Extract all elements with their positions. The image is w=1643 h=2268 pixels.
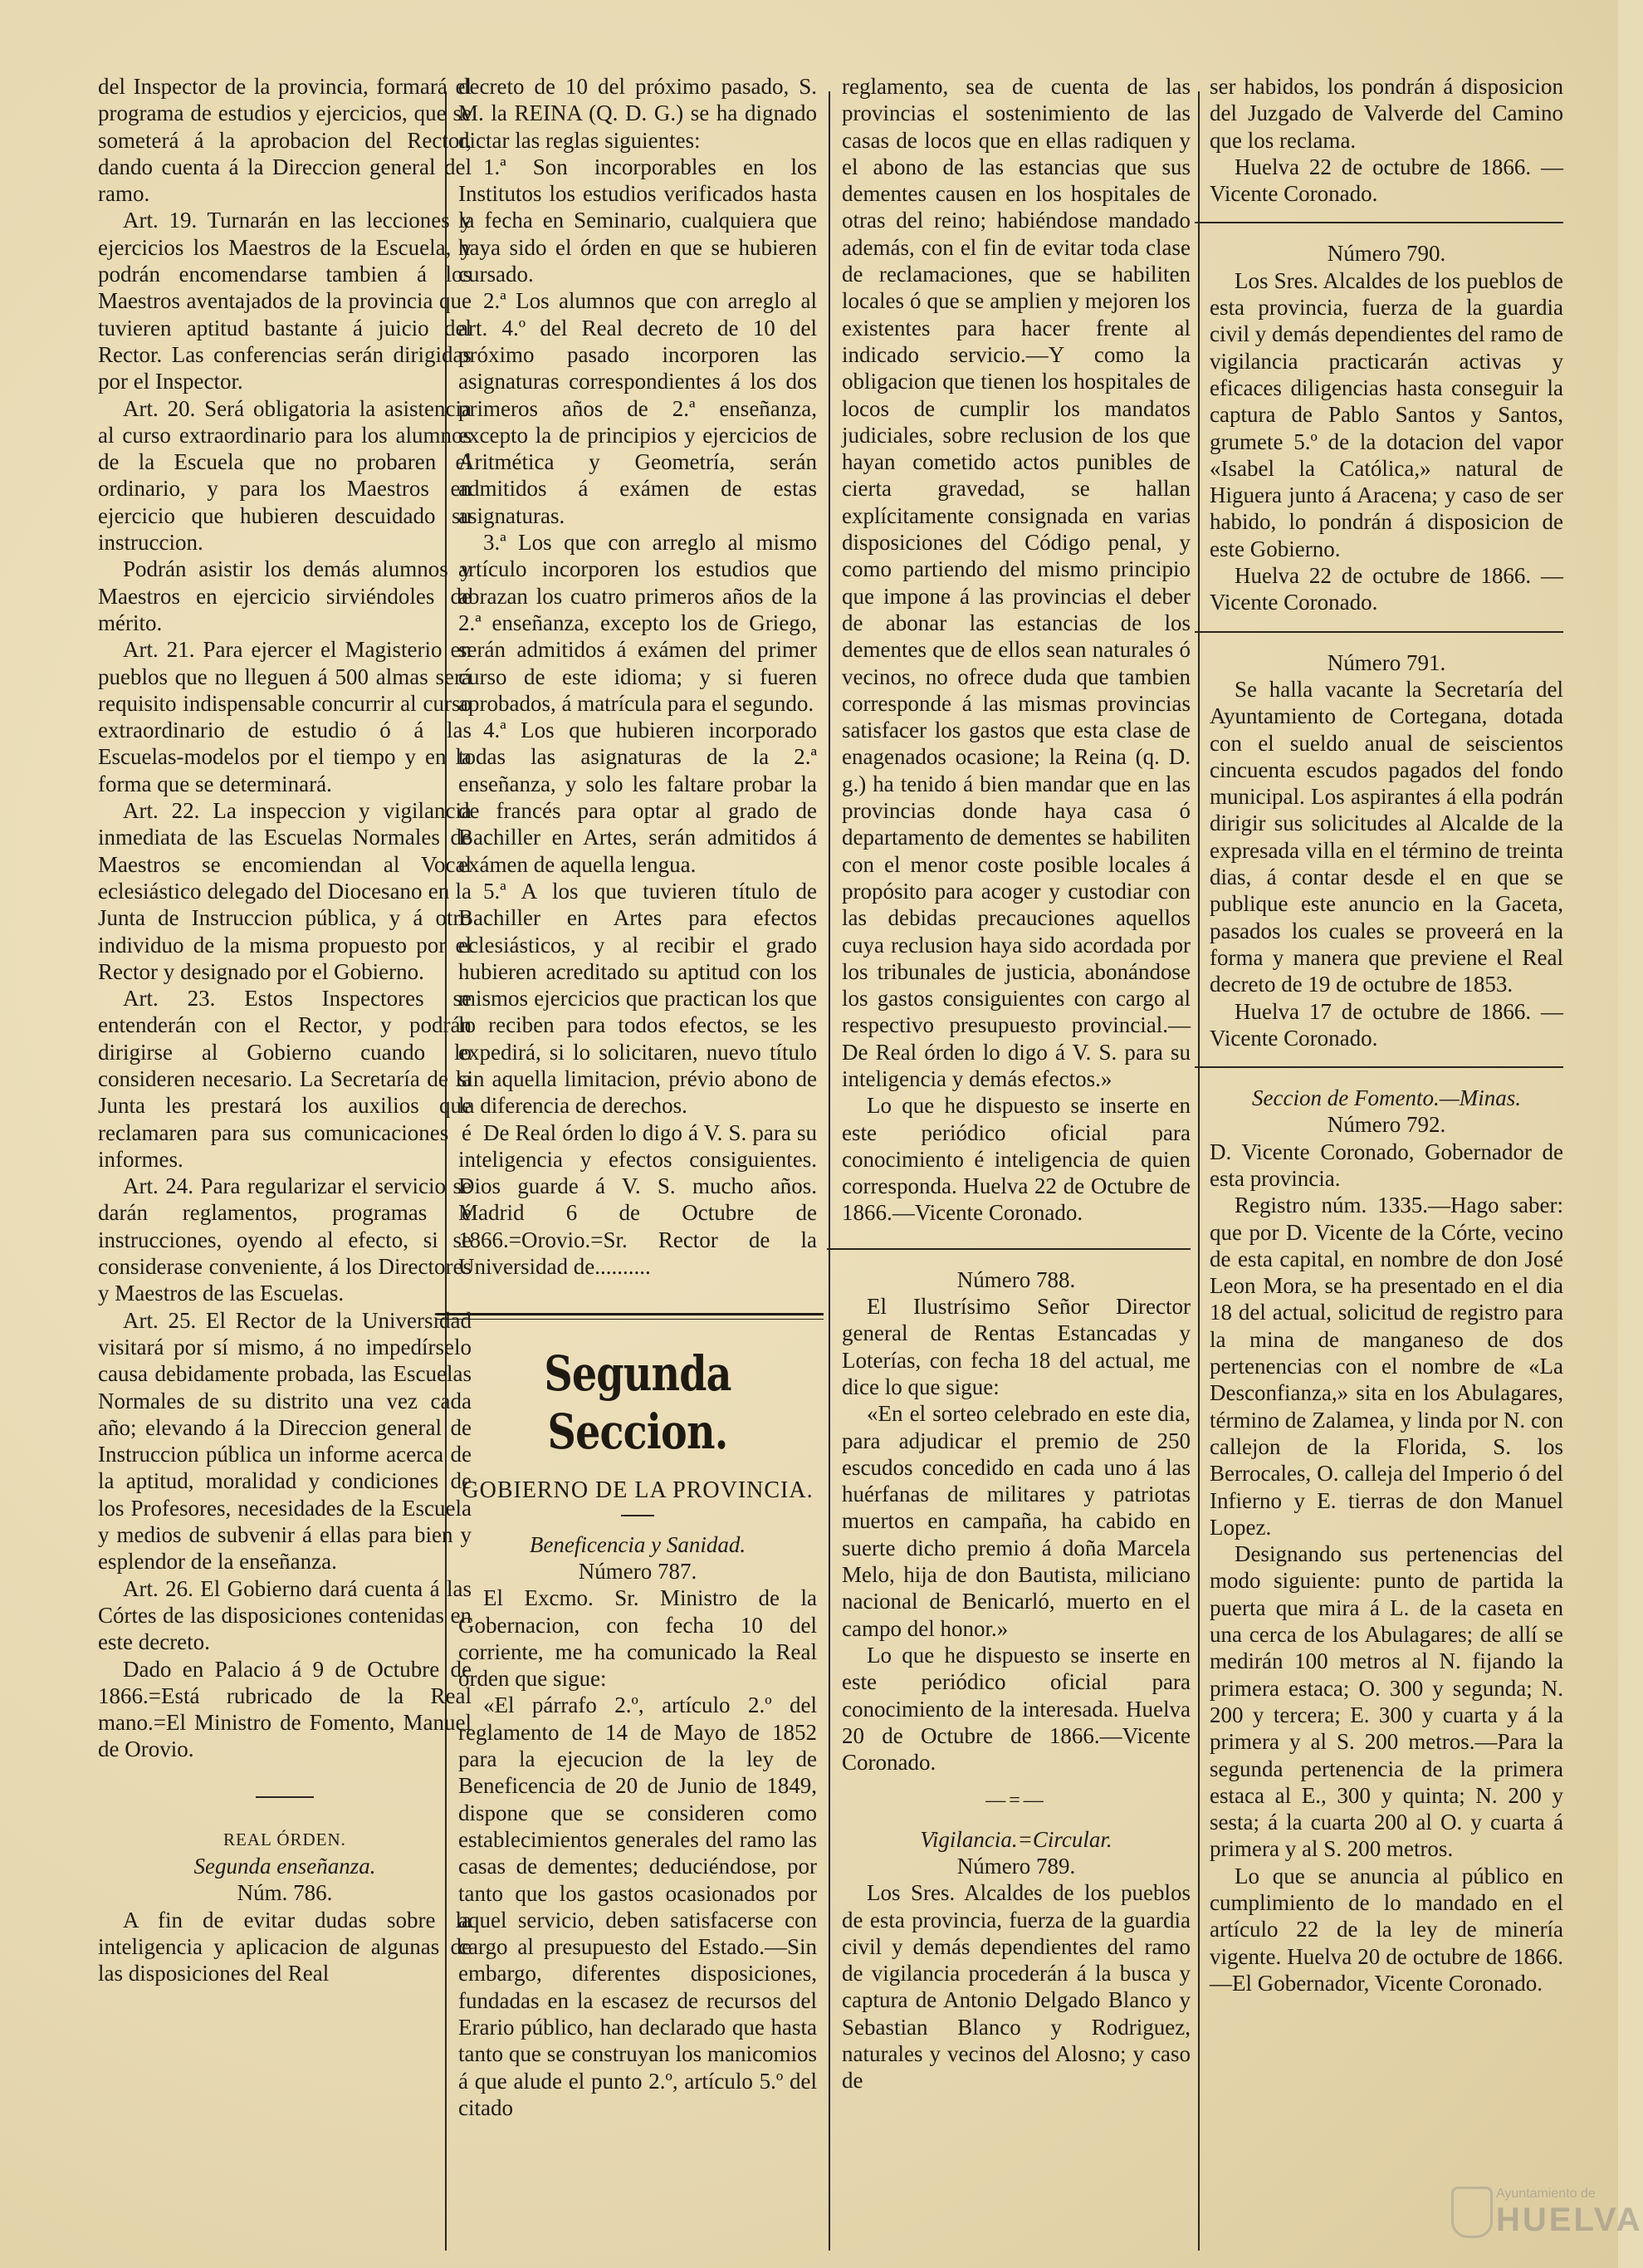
paragraph: El Ilustrísimo Señor Director general de Rentas Estancadas y Loterías, con fecha 18 del actual, me dice lo que sigue: — [842, 1294, 1191, 1399]
double-rule — [437, 1313, 824, 1320]
paragraph: Huelva 22 de octubre de 1866. —Vicente Coronado. — [1210, 154, 1563, 207]
paragraph: De Real órden lo digo á V. S. para su inteligencia y efectos consiguientes. Dios guarde á V. S. mucho años. Madrid 6 de Octubre de 1866.=Orovio.=Sr. Rector de la Universidad de.......... — [458, 1119, 817, 1280]
archive-watermark — [1451, 2187, 1643, 2241]
paragraph: ser habidos, los pondrán á disposicion del Juzgado de Valverde del Camino que los reclama. — [1210, 74, 1563, 153]
paragraph: Art. 19. Turnarán en las lecciones y ejercicios los Maestros de la Escuela, y podrán encomendarse tambien á los Maestros aventajados de la provincia que tuvieren aptitud bastante á juicio del Rector. Las conferencias serán dirigidas por el Inspector. — [98, 208, 472, 394]
paragraph: Lo que se anuncia al público en cumplimiento de lo mandado en el artículo 22 de la ley de minería vigente. Huelva 20 de octubre de 1866.—El Gobernador, Vicente Coronado. — [1210, 1863, 1563, 1996]
subheading: Segunda enseñanza. — [193, 1854, 376, 1879]
column-1 — [98, 73, 472, 1986]
government-heading: GOBIERNO DE LA PROVINCIA. — [462, 1477, 814, 1504]
number-heading: Número 787. — [578, 1558, 697, 1584]
horizontal-rule — [1195, 1066, 1563, 1068]
column-4 — [1210, 73, 1563, 1996]
number-heading: Núm. 786. — [237, 1880, 333, 1906]
paragraph: 2.ª Los alumnos que con arreglo al art. 4.º del Real decreto de 10 del próximo pasado incorporen las asignaturas correspondientes á los dos primeros años de 2.ª enseñanza, excepto la de principios y ejercicios de Aritmética y Geometría, serán admitidos á exámen de estas asignaturas. — [458, 288, 817, 528]
number-heading: Número 791. — [1327, 649, 1446, 675]
paragraph: reglamento, sea de cuenta de las provincias el sostenimiento de las casas de locos que en ellas radiquen y el abono de las estancias que sus dementes causen en los hospitales de otras del reino; habiéndose mandado además, con el fin de evitar toda clase de reclamaciones, que se habiliten locales ó que se amplien y mejoren los existentes para hacer frente al indicado servicio.—Y como la obligacion que tienen los hospitales de locos de cumplir los mandatos judiciales, sobre reclusion de los que hayan cometido actos punibles de cierta gravedad, se hallan explícitamente consignada en varias disposiciones del Código penal, y como partiendo del mismo principio que impone á las provincias el deber de abonar las estancias de los dementes que de ellos sean naturales ó vecinos, no ofrece duda que tambien corresponde á las mismas provincias satisfacer los gastos que esta clase de enagenados ocasione; la Reina (q. D. g.) ha tenido á bien mandar que en las provincias donde haya casa ó departamento de dementes se habiliten con el menor coste posible locales á propósito para acoger y custodiar con las debidas precauciones aquellos cuya reclusion haya sido acordada por los tribunales de justicia, abonándose los gastos consiguientes con cargo al respectivo presupuesto provincial.—De Real órden lo digo á V. S. para su inteligencia y demás efectos.» — [842, 74, 1191, 1091]
subheading: Beneficencia y Sanidad. — [529, 1531, 746, 1557]
paragraph: El Excmo. Sr. Ministro de la Gobernacion, con fecha 10 del corriente, me ha comunicado la Real órden que sigue: — [458, 1585, 817, 1692]
horizontal-rule — [1195, 631, 1563, 633]
paragraph: 5.ª A los que tuvieren título de Bachiller en Artes para efectos eclesiásticos, y al recibir el grado hubieren acreditado su aptitud con los mismos ejercicios que practican los que lo reciben para todos efectos, se les expedirá, si lo solicitaren, nuevo título sin aquella limitacion, prévio abono de la diferencia de derechos. — [458, 878, 817, 1119]
horizontal-rule — [827, 1248, 1191, 1250]
coat-of-arms-icon — [1451, 2187, 1493, 2238]
paragraph: A fin de evitar dudas sobre la inteligencia y aplicacion de algunas de las disposiciones del Real — [98, 1907, 472, 1986]
number-heading: Número 790. — [1327, 241, 1446, 267]
number-heading: Número 788. — [956, 1266, 1076, 1292]
section-title: Segunda Seccion. — [544, 1345, 731, 1461]
paragraph: Art. 20. Será obligatoria la asistencia al curso extraordinario para los alumnos de la Escuela que no probaren el ordinario, y para los Maestros en ejercicio que hubieren descuidado su instruccion. — [98, 395, 472, 556]
paragraph: Huelva 17 de octubre de 1866. —Vicente Coronado. — [1210, 998, 1563, 1051]
paragraph: D. Vicente Coronado, Gobernador de esta provincia. — [1210, 1139, 1563, 1191]
paragraph: Art. 24. Para regularizar el servicio se darán reglamentos, programas é instrucciones, oyendo al efecto, si se considerase conveniente, á los Directores y Maestros de las Escuelas. — [98, 1173, 472, 1306]
paragraph: Art. 25. El Rector de la Universidad visitará por sí mismo, á no impedírselo causa debidamente probada, las Escuelas Normales de su distrito una vez cada año; elevando á la Direccion general de Instruccion pública un informe acerca de la aptitud, moralidad y condiciones de los Profesores, necesidades de la Escuela y medios de subvenir á ellas para bien y esplendor de la enseñanza. — [98, 1307, 472, 1575]
horizontal-rule — [1195, 222, 1563, 223]
paragraph: 4.ª Los que hubieren incorporado todas las asignaturas de la 2.ª enseñanza, y solo les faltare probar la de francés para optar al grado de Bachiller en Artes, serán admitidos á exámen de aquella lengua. — [458, 718, 817, 877]
number-heading: Número 792. — [1327, 1112, 1446, 1138]
paragraph: «En el sorteo celebrado en este dia, para adjudicar el premio de 250 escudos concedido en cada uno á las huérfanas de militares y patriotas muertos en campaña, ha cabido en suerte dicho premio á doña Marcela Melo, hija de don Bautista, miliciano nacional de Benicarló, muerto en el campo del honor.» — [842, 1401, 1191, 1641]
paragraph: 3.ª Los que con arreglo al mismo artículo incorporen los estudios que abrazan los cuatro primeros años de la 2.ª enseñanza, excepto los de Griego, serán admitidos á exámen del primer curso de este idioma; y si fueren aprobados, á matrícula para el segundo. — [458, 530, 817, 716]
column-2 — [458, 73, 817, 2121]
paragraph: Registro núm. 1335.—Hago saber: que por D. Vicente de la Córte, vecino de esta capital, en nombre de don José Leon Mora, se ha presentado en el dia 18 del actual, solicitud de registro para la mina de manganeso de dos pertenencias con el nombre de «La Desconfianza,» sita en los Abulagares, término de Zalamea, y linda por N. con callejon de la Florida, S. los Berrocales, O. calleja del Imperio ó del Infierno y E. tierras de don Manuel Lopez. — [1210, 1193, 1563, 1540]
subheading: Seccion de Fomento.—Minas. — [1252, 1085, 1521, 1111]
separator — [256, 1796, 314, 1798]
paragraph: Art. 22. La inspeccion y vigilancia inmediata de las Escuelas Normales de Maestros se encomiendan al Vocal eclesiástico delegado del Diocesano en la Junta de Instruccion pública, y á otro individuo de la misma propuesto por el Rector y designado por el Gobierno. — [98, 798, 472, 984]
subheading: Vigilancia.=Circular. — [920, 1826, 1112, 1852]
paragraph: Los Sres. Alcaldes de los pueblos de esta provincia, fuerza de la guardia civil y demás dependientes del ramo de vigilancia procederán á la busca y captura de Antonio Delgado Blanco y Sebastian Blanco y Rodriguez, naturales y vecinos del Alosno; y caso de — [842, 1880, 1191, 2094]
paragraph: Art. 21. Para ejercer el Magisterio en pueblos que no lleguen á 500 almas será requisito indispensable concurrir al curso extraordinario de estudio ó á las Escuelas-modelos por el tiempo y en la forma que se determinará. — [98, 637, 472, 796]
separator: —=— — [985, 1790, 1047, 1812]
paragraph: decreto de 10 del próximo pasado, S. M. la REINA (Q. D. G.) se ha dignado dictar las reglas siguientes: — [458, 74, 817, 153]
paragraph: Podrán asistir los demás alumnos y Maestros en ejercicio sirviéndoles de mérito. — [98, 556, 472, 635]
column-rule — [829, 91, 830, 2251]
watermark-line-2: HUELVA — [1496, 2202, 1643, 2238]
paragraph: «El párrafo 2.º, artículo 2.º del reglamento de 14 de Mayo de 1852 para la ejecucion de la ley de Beneficencia de 20 de Junio de 1849, dispone que se consideren como establecimientos generales del ramo las casas de dementes; deduciéndose, por tanto que los gastos ocasionados por aquel servicio, deben satisfacerse con cargo al presupuesto del Estado.—Sin embargo, diferentes disposiciones, fundadas en la escasez de recursos del Erario público, han declarado que hasta tanto que se construyan los manicomios á que alude el punto 2.º, artículo 5.º del citado — [458, 1692, 817, 2120]
number-heading: Número 789. — [956, 1854, 1076, 1879]
paragraph: 1.ª Son incorporables en los Institutos los estudios verificados hasta la fecha en Seminario, cualquiera que haya sido el órden en que se hubieren cursado. — [458, 154, 817, 287]
paragraph: Art. 26. El Gobierno dará cuenta á las Córtes de las disposiciones contenidas en este decreto. — [98, 1575, 472, 1655]
paragraph: Huelva 22 de octubre de 1866. —Vicente Coronado. — [1210, 563, 1563, 615]
paragraph: Los Sres. Alcaldes de los pueblos de esta provincia, fuerza de la guardia civil y demás dependientes del ramo de vigilancia practicarán activas y eficaces diligencias hasta conseguir la captura de Pablo Santos y Santos, grumete 5.º de la dotacion del vapor «Isabel la Católica,» natural de Higuera junto á Aracena; y caso de ser habido, lo pondrán á disposicion de este Gobierno. — [1210, 267, 1563, 561]
watermark-line-1: Ayuntamiento de — [1496, 2187, 1596, 2201]
paragraph: Lo que he dispuesto se inserte en este periódico oficial para conocimiento de la interesada. Huelva 20 de Octubre de 1866.—Vicente Coronado. — [842, 1642, 1191, 1776]
paragraph: del Inspector de la provincia, formará el programa de estudios y ejercicios, que se someterá á la aprobacion del Rector, dando cuenta á la Direccion general del ramo. — [98, 74, 472, 207]
paragraph: Se halla vacante la Secretaría del Ayuntamiento de Cortegana, dotada con el sueldo anual de seiscientos cincuenta escudos pagados del fondo municipal. Los aspirantes á ella podrán dirigir sus solicitudes al Alcalde de la expresada villa en el término de treinta dias, á contar desde el en que se publique este anuncio en la Gaceta, pasados los cuales se proveerá en la forma y manera que previene el Real decreto de 19 de octubre de 1853. — [1210, 676, 1563, 997]
separator — [621, 1515, 654, 1516]
section-heading: REAL ÓRDEN. — [223, 1829, 346, 1849]
paragraph: Designando sus pertenencias del modo siguiente: punto de partida la puerta que mira á L. de la caseta en una cerca de los Abulagares; de allí se medirán 100 metros al N. fijando la primera estaca; O. 300 y segunda; N. 200 y tercera; E. 300 y cuarta y á la primera y al S. 200 metros.—Para la segunda pertenencia de la primera estaca al E., 300 y quinta; N. 200 y sesta; á la cuarta 200 al O. y cuarta á primera y al S. 200 metros. — [1210, 1541, 1563, 1862]
paragraph: Lo que he dispuesto se inserte en este periódico oficial para conocimiento é inteligencia de quien corresponda. Huelva 22 de Octubre de 1866.—Vicente Coronado. — [842, 1093, 1191, 1226]
paragraph: Art. 23. Estos Inspectores se entenderán con el Rector, y podrán dirigirse al Gobierno cuando lo consideren necesario. La Secretaría de la Junta les prestará los auxilios que reclamaren para sus comunicaciones é informes. — [98, 986, 472, 1172]
column-3 — [842, 73, 1191, 2094]
paragraph: Dado en Palacio á 9 de Octubre de 1866.=Está rubricado de la Real mano.=El Ministro de Fomento, Manuel de Orovio. — [98, 1656, 472, 1762]
column-rule — [1198, 91, 1200, 2251]
